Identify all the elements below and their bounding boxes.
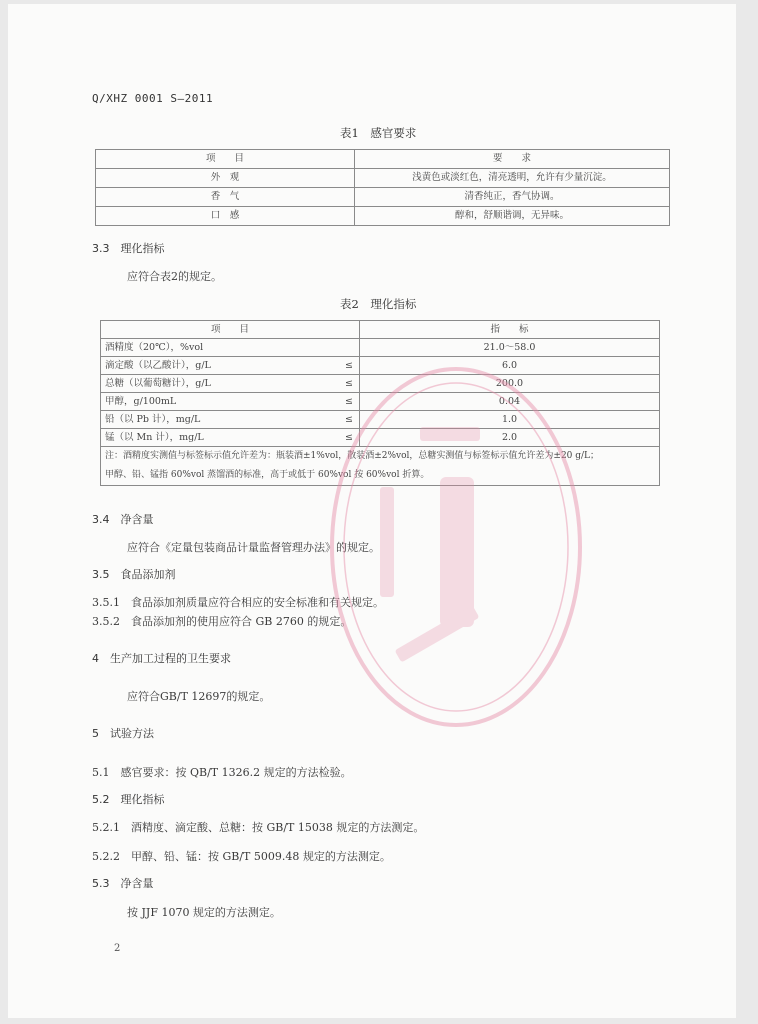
- table-cell: 1.0: [360, 411, 660, 429]
- table-header-cell: 项 目: [96, 150, 355, 169]
- table-row: [101, 429, 660, 447]
- table-cell: 醇和，舒顺谐调，无异味。: [355, 207, 670, 226]
- table-cell: 浅黄色或淡红色，清亮透明，允许有少量沉淀。: [355, 169, 670, 188]
- comparison-symbol: ≤: [345, 360, 353, 371]
- table-row: [101, 393, 660, 411]
- table-cell: [101, 375, 360, 393]
- table-note-row: [101, 447, 660, 467]
- table-row: [101, 339, 660, 357]
- table-cell: 0.04: [360, 393, 660, 411]
- physicochemical-table: [100, 320, 660, 486]
- section-heading: 3.3 理化指标: [92, 242, 165, 255]
- table-cell: [101, 339, 360, 357]
- clause-item: 3.5.1 食品添加剂质量应符合相应的安全标准和有关规定。: [92, 596, 384, 609]
- table-cell: 清香纯正，香气协调。: [355, 188, 670, 207]
- table-note: 注：酒精度实测值与标签标示值允许差为：瓶装酒±1%vol，散装酒±2%vol，总糖实测值与标签标示值允许差为±20 g/L；: [101, 447, 660, 467]
- table-header-cell: 项 目: [101, 321, 360, 339]
- item-name: 酒精度（20℃），%vol: [105, 342, 204, 353]
- table-cell: [101, 411, 360, 429]
- table-row: [96, 188, 670, 207]
- table-cell: 2.0: [360, 429, 660, 447]
- item-name: 滴定酸（以乙酸计），g/L: [105, 360, 211, 371]
- table-cell: 200.0: [360, 375, 660, 393]
- subsection-heading: 5.2 理化指标: [92, 793, 165, 806]
- table2-caption: 表2 理化指标: [340, 297, 417, 311]
- paragraph: 应符合表2的规定。: [127, 270, 222, 283]
- clause-item: 5.1 感官要求：按 QB/T 1326.2 规定的方法检验。: [92, 766, 352, 779]
- table-cell: 口 感: [96, 207, 355, 226]
- table-cell: 6.0: [360, 357, 660, 375]
- paragraph: 应符合GB/T 12697的规定。: [127, 690, 271, 703]
- clause-item: 3.5.2 食品添加剂的使用应符合 GB 2760 的规定。: [92, 615, 352, 628]
- page-number: 2: [114, 943, 121, 954]
- table1-caption: 表1 感官要求: [340, 126, 417, 140]
- item-name: 总糖（以葡萄糖计），g/L: [105, 378, 211, 389]
- table-note: 甲醇、铅、锰指 60%vol 蒸馏酒的标准，高于或低于 60%vol 按 60%vol 折算。: [101, 466, 660, 486]
- document-id: Q/XHZ 0001 S—2011: [92, 92, 214, 105]
- table-header-cell: 指 标: [360, 321, 660, 339]
- comparison-symbol: ≤: [345, 414, 353, 425]
- comparison-symbol: ≤: [345, 432, 353, 443]
- section-heading: 3.5 食品添加剂: [92, 568, 176, 581]
- table-cell: [101, 429, 360, 447]
- comparison-symbol: ≤: [345, 378, 353, 389]
- table-cell: [101, 357, 360, 375]
- clause-item: 5.2.1 酒精度、滴定酸、总糖：按 GB/T 15038 规定的方法测定。: [92, 821, 425, 834]
- table-header-row: [96, 150, 670, 169]
- paragraph: 按 JJF 1070 规定的方法测定。: [127, 906, 281, 919]
- table-cell: 外 观: [96, 169, 355, 188]
- section-heading: 4 生产加工过程的卫生要求: [92, 652, 231, 665]
- section-heading: 3.4 净含量: [92, 513, 154, 526]
- table-row: [101, 375, 660, 393]
- table-cell: 香 气: [96, 188, 355, 207]
- table-cell: 21.0～58.0: [360, 339, 660, 357]
- section-heading: 5 试验方法: [92, 727, 154, 740]
- clause-item: 5.2.2 甲醇、铅、锰：按 GB/T 5009.48 规定的方法测定。: [92, 850, 391, 863]
- paragraph: 应符合《定量包装商品计量监督管理办法》的规定。: [127, 541, 380, 554]
- item-name: 甲醇，g/100mL: [105, 396, 177, 407]
- table-note-row: [101, 466, 660, 486]
- table-header-cell: 要 求: [355, 150, 670, 169]
- comparison-symbol: ≤: [345, 396, 353, 407]
- sensory-requirements-table: [95, 149, 670, 226]
- table-cell: [101, 393, 360, 411]
- subsection-heading: 5.3 净含量: [92, 877, 154, 890]
- table-row: [101, 411, 660, 429]
- table-row: [96, 169, 670, 188]
- table-row: [101, 357, 660, 375]
- item-name: 铅（以 Pb 计），mg/L: [105, 414, 201, 425]
- table-header-row: [101, 321, 660, 339]
- table-row: [96, 207, 670, 226]
- item-name: 锰（以 Mn 计），mg/L: [105, 432, 204, 443]
